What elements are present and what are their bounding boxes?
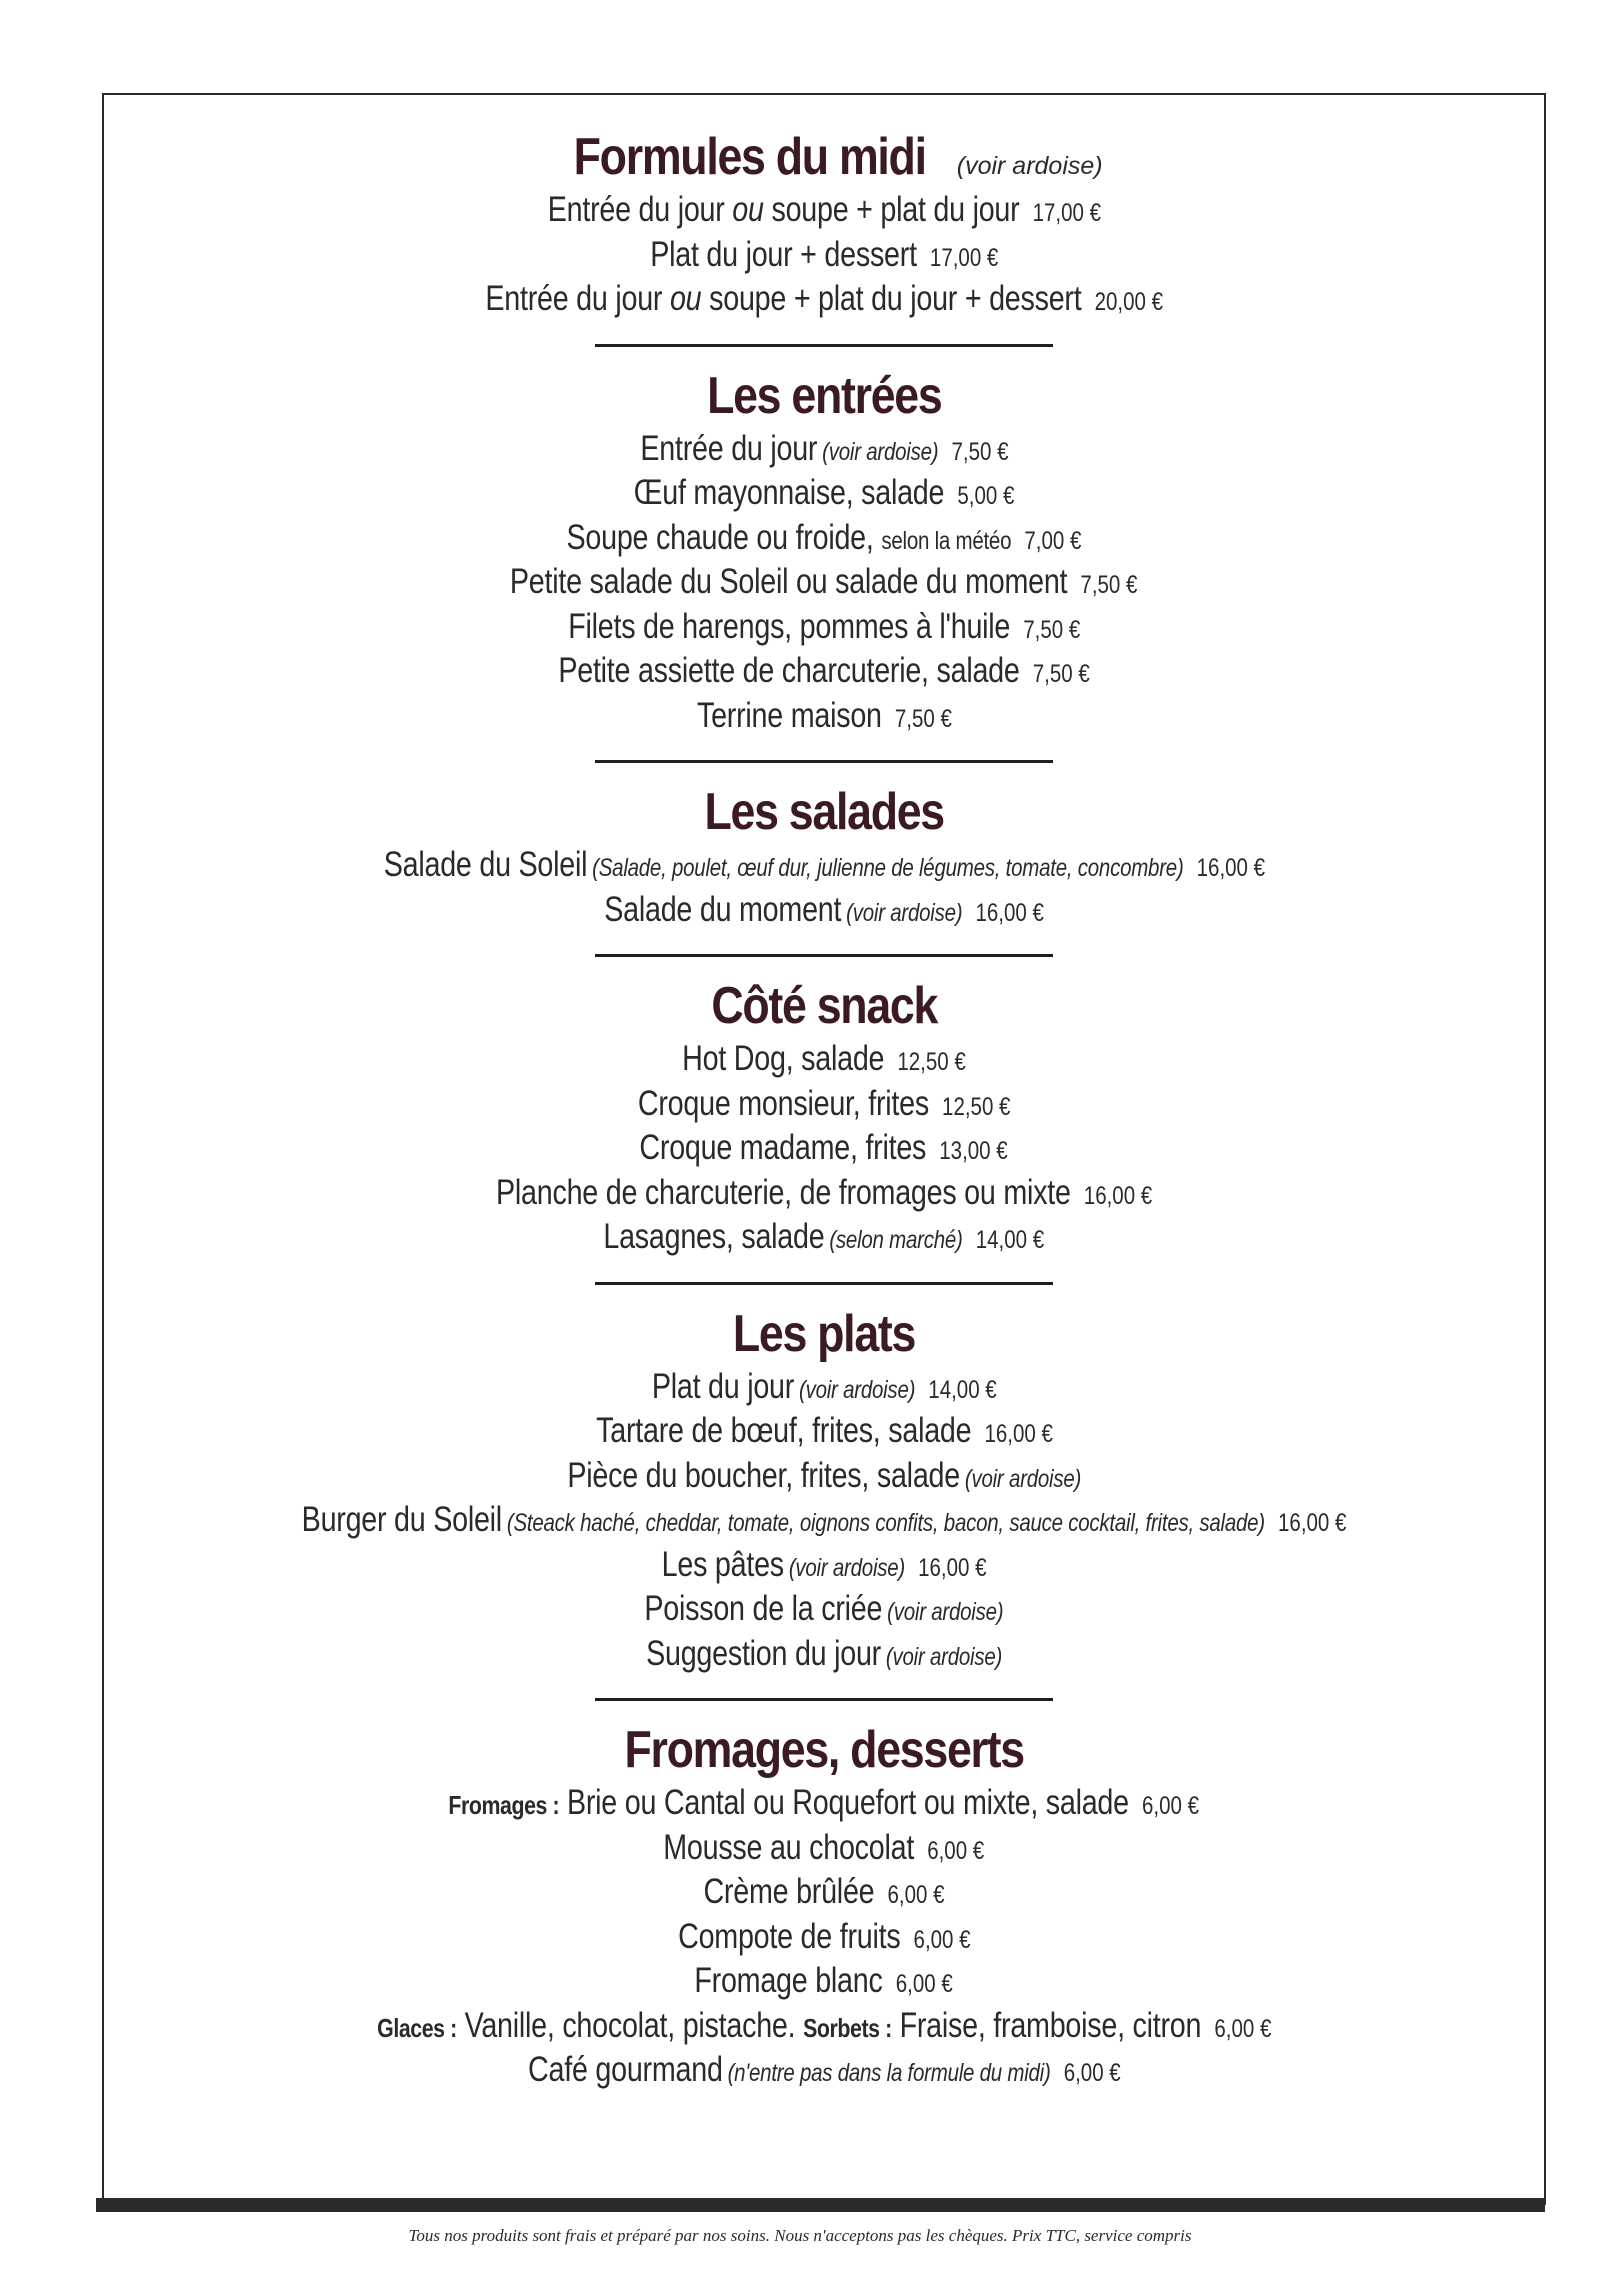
menu-item: Café gourmand (n'entre pas dans la formule du midi) 6,00 € (527, 2050, 1121, 2089)
section-divider (595, 760, 1053, 763)
menu-item: Croque monsieur, frites 12,50 € (637, 1083, 1011, 1123)
menu-item: Soupe chaude ou froide, selon la météo 7,00 € (566, 517, 1082, 557)
menu-item: Croque madame, frites 13,00 € (639, 1128, 1009, 1167)
section-snack (102, 977, 1546, 1260)
item-price: 6,00 € (913, 1925, 971, 1954)
item-price: 6,00 € (927, 1836, 985, 1865)
menu-item: Glaces : Vanille, chocolat, pistache. Sorbets : Fraise, framboise, citron 6,00 € (376, 2005, 1272, 2045)
item-price: 6,00 € (1214, 2014, 1272, 2043)
item-price: 16,00 € (975, 898, 1044, 927)
section-plats (102, 1305, 1546, 1677)
menu-item: Les pâtes (voir ardoise) 16,00 € (661, 1544, 987, 1584)
item-price: 14,00 € (928, 1375, 997, 1404)
item-price: 20,00 € (1094, 288, 1163, 316)
item-price: 7,50 € (894, 704, 952, 733)
menu-item: Entrée du jour ou soupe + plat du jour + dessert 20,00 € (485, 279, 1163, 318)
section-entrees (102, 367, 1546, 739)
section-divider (595, 1282, 1053, 1285)
menu-item: Salade du moment (voir ardoise) 16,00 € (604, 889, 1044, 929)
item-price: 16,00 € (1083, 1181, 1153, 1210)
menu-item: Planche de charcuterie, de fromages ou mixte 16,00 € (495, 1172, 1153, 1212)
menu-item: Tartare de bœuf, frites, salade 16,00 € (595, 1411, 1053, 1450)
section-divider (595, 344, 1053, 347)
item-price: 12,50 € (897, 1048, 966, 1076)
menu-item: Petite assiette de charcuterie, salade 7,50 € (558, 651, 1090, 690)
menu-item: Suggestion du jour (voir ardoise) (645, 1633, 1003, 1673)
item-price: 7,50 € (1032, 660, 1090, 688)
section-title: Côté snack (711, 977, 937, 1035)
item-price: 7,50 € (1023, 615, 1081, 644)
menu-item: Lasagnes, salade (selon marché) 14,00 € (603, 1217, 1045, 1256)
section-title-note: (voir ardoise) (956, 152, 1103, 180)
menu-item: Hot Dog, salade 12,50 € (682, 1039, 966, 1078)
item-price: 6,00 € (1142, 1792, 1200, 1820)
menu-frame-bottom-bar (96, 2198, 1545, 2212)
item-price: 7,50 € (951, 437, 1009, 466)
item-price: 7,00 € (1024, 526, 1082, 555)
section-salades (102, 783, 1546, 932)
menu-item: Pièce du boucher, frites, salade (voir ardoise) (567, 1455, 1081, 1495)
item-price: 14,00 € (975, 1226, 1045, 1254)
menu-item: Burger du Soleil (Steack haché, cheddar, tomate, oignons confits, bacon, sauce cocktail, frites, salade) 16,00 € (301, 1500, 1347, 1539)
menu-item: Fromages : Brie ou Cantal ou Roquefort ou mixte, salade 6,00 € (448, 1783, 1200, 1822)
item-price: 5,00 € (957, 482, 1015, 510)
menu-item: Mousse au chocolat 6,00 € (663, 1827, 985, 1867)
menu-item: Plat du jour (voir ardoise) 14,00 € (651, 1366, 997, 1406)
item-price: 6,00 € (1063, 2059, 1121, 2087)
item-price: 16,00 € (1196, 854, 1265, 882)
section-title: Les entrées (706, 366, 942, 425)
item-price: 17,00 € (1032, 199, 1101, 227)
menu-item: Compote de fruits 6,00 € (677, 1916, 971, 1956)
menu-item: Entrée du jour ou soupe + plat du jour 17,00 € (547, 190, 1101, 229)
section-title: Fromages, desserts (624, 1721, 1024, 1779)
footer-note: Tous nos produits sont frais et préparé par nos soins. Nous n'acceptons pas les chèques. Prix TTC, service compris (408, 2226, 1192, 2245)
section-title: Formules du midi (574, 128, 927, 186)
menu-item: Fromage blanc 6,00 € (694, 1961, 954, 2000)
item-price: 12,50 € (941, 1092, 1011, 1121)
item-price: 6,00 € (896, 1970, 954, 1998)
item-price: 16,00 € (983, 1420, 1053, 1448)
menu-item: Poisson de la criée (voir ardoise) (644, 1589, 1004, 1628)
section-divider (595, 954, 1053, 957)
section-title: Les salades (704, 783, 944, 841)
section-desserts (102, 1721, 1546, 2093)
menu-item: Entrée du jour (voir ardoise) 7,50 € (639, 428, 1009, 468)
item-price: 17,00 € (929, 243, 999, 272)
menu-content (102, 128, 1546, 2093)
menu-item: Salade du Soleil (Salade, poulet, œuf dur, julienne de légumes, tomate, concombre) 16,00 € (383, 845, 1265, 884)
menu-item: Œuf mayonnaise, salade 5,00 € (633, 473, 1015, 512)
menu-item: Filets de harengs, pommes à l'huile 7,50 € (567, 606, 1081, 646)
menu-item: Terrine maison 7,50 € (696, 695, 952, 735)
item-price: 13,00 € (939, 1137, 1009, 1165)
item-price: 7,50 € (1080, 571, 1138, 599)
menu-item: Crème brûlée 6,00 € (703, 1872, 945, 1911)
item-price: 16,00 € (918, 1553, 987, 1582)
item-price: 16,00 € (1277, 1509, 1347, 1537)
section-formules (102, 128, 1546, 322)
menu-item: Petite salade du Soleil ou salade du moment 7,50 € (510, 562, 1138, 601)
menu-item: Plat du jour + dessert 17,00 € (649, 234, 999, 274)
section-divider (595, 1698, 1053, 1701)
item-price: 6,00 € (887, 1881, 945, 1909)
section-title: Les plats (732, 1304, 916, 1363)
